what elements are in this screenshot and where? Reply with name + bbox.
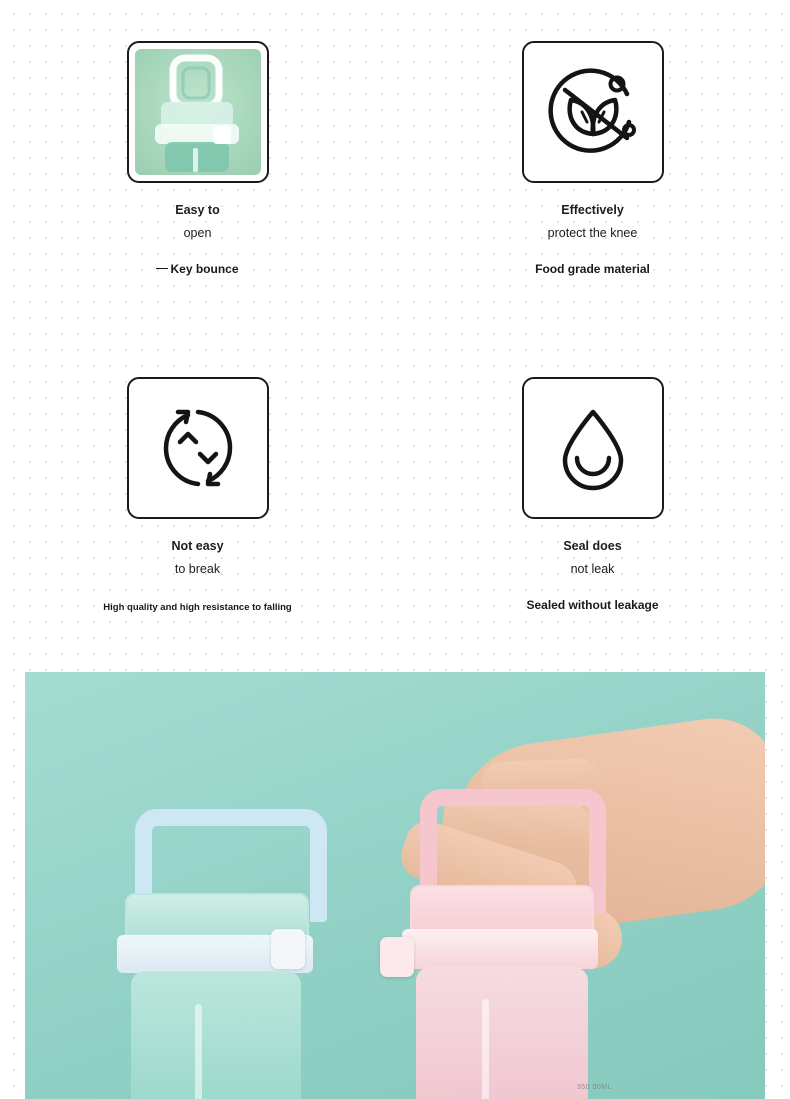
water-drop-icon — [541, 396, 645, 500]
feature-subcaption-text: Key bounce — [170, 262, 239, 276]
feature-subcaption — [535, 262, 650, 276]
feature-subcaption — [103, 602, 291, 613]
feature-caption-line2: not leak — [570, 562, 615, 576]
leaf-eco-icon-box — [522, 41, 664, 183]
feature-caption-line1: Not easy — [171, 539, 224, 553]
feature-caption-line1: Easy to — [175, 203, 220, 217]
mint-bottle-latch — [271, 929, 305, 969]
bottle-cap-photo — [135, 49, 261, 175]
feature-caption — [175, 199, 219, 245]
feature-subcaption-text: High quality and high resistance to falling — [103, 602, 292, 613]
bottle-cap-photo-box — [127, 41, 269, 183]
feature-subcaption-text: Sealed without leakage — [526, 598, 659, 612]
mint-bottle-body — [131, 971, 301, 1099]
feature-caption — [548, 199, 638, 245]
mint-bottle — [95, 809, 305, 1099]
pink-bottle-straw — [482, 999, 489, 1099]
hero-product-photo — [25, 672, 765, 1099]
pink-bottle-body — [416, 967, 588, 1099]
leaf-eco-icon — [541, 60, 645, 164]
feature-caption-line2: protect the knee — [547, 226, 638, 240]
feature-item-easy-to-open — [0, 0, 395, 336]
feature-caption-line2: open — [183, 226, 212, 240]
mint-bottle-straw — [195, 1004, 202, 1099]
dash-icon — [156, 268, 168, 269]
feature-subcaption-text: Food grade material — [535, 262, 650, 276]
feature-caption-line1: Seal does — [563, 539, 622, 553]
feature-subcaption — [156, 262, 238, 276]
feature-caption — [563, 535, 621, 581]
feature-item-protect-the-knee — [395, 0, 790, 336]
bottle-cap-illustration — [143, 52, 253, 172]
feature-item-not-easy-to-break — [0, 336, 395, 672]
feature-caption-line2: to break — [174, 562, 221, 576]
feature-caption-line1: Effectively — [561, 203, 624, 217]
recycle-arrows-icon — [146, 396, 250, 500]
pink-bottle-collar — [402, 929, 598, 969]
recycle-arrows-icon-box — [127, 377, 269, 519]
feature-item-seal-does-not-leak — [395, 336, 790, 672]
feature-subcaption — [526, 598, 658, 612]
feature-caption — [171, 535, 223, 581]
pink-bottle-latch — [380, 937, 414, 977]
pink-bottle — [370, 789, 620, 1099]
water-drop-icon-box — [522, 377, 664, 519]
bottle-embossed-text: 350 00ML — [576, 1084, 612, 1091]
